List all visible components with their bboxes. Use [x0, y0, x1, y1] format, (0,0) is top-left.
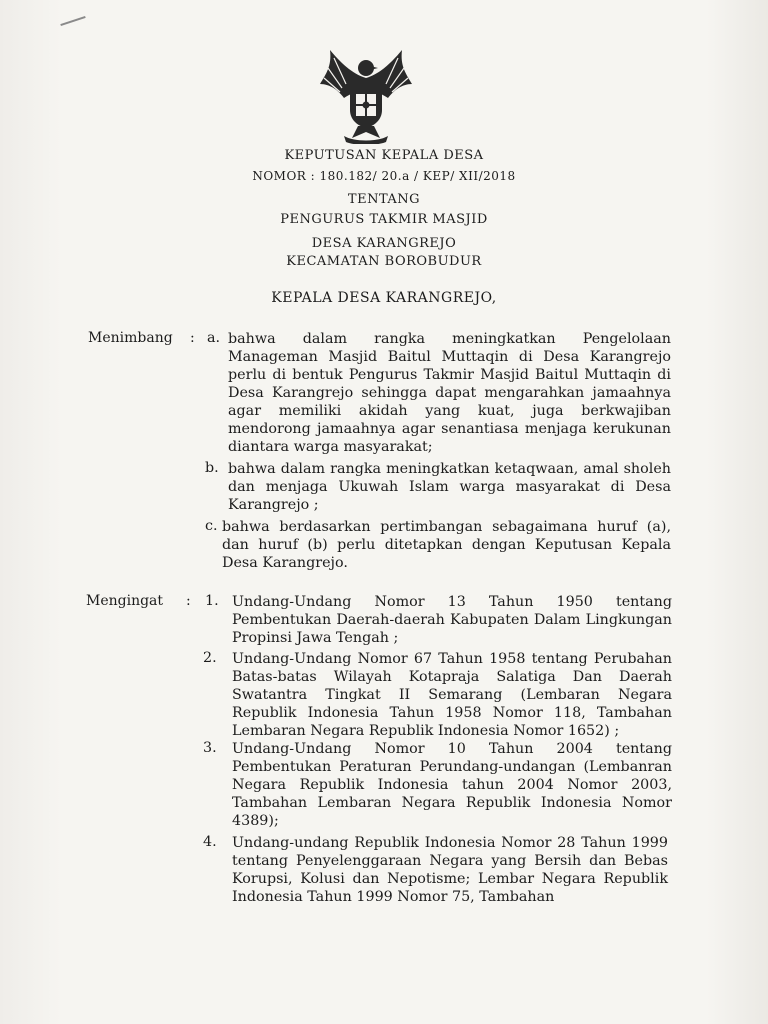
- menimbang-item-c: bahwa berdasarkan pertimbangan sebagaimana huruf (a), dan huruf (b) perlu ditetapkan dengan Keputusan Kepala Desa Karangrejo.: [222, 519, 671, 571]
- menimbang-item-b: bahwa dalam rangka meningkatkan ketaqwaan, amal sholeh dan menjaga Ukuwah Islam warga masyarakat di Desa Karangrejo ;: [228, 461, 671, 513]
- scan-mark: [60, 16, 85, 26]
- decree-about: TENTANG: [347, 192, 421, 207]
- mengingat-marker-1: 1.: [205, 593, 219, 609]
- mengingat-marker-2: 2.: [203, 650, 217, 666]
- decree-authority: KEPALA DESA KARANGREJO,: [271, 290, 497, 306]
- mengingat-item-4: Undang-undang Republik Indonesia Nomor 28 Tahun 1999 tentang Penyelenggaraan Negara yang Bersih dan Bebas Korupsi, Kolusi dan Nepotisme; Lembar Negara Republik Indonesia Tahun 1999 Nomor 75, Tambahan: [232, 835, 668, 905]
- decree-number: NOMOR : 180.182/ 20.a / KEP/ XII/2018: [252, 169, 516, 183]
- menimbang-colon: :: [190, 330, 195, 346]
- menimbang-marker-a: a.: [207, 330, 221, 346]
- menimbang-marker-c: c.: [205, 518, 218, 534]
- decree-subject: PENGURUS TAKMIR MASJID: [280, 212, 488, 227]
- mengingat-label: Mengingat: [86, 593, 164, 609]
- menimbang-item-a: bahwa dalam rangka meningkatkan Pengelolaan Manageman Masjid Baitul Muttaqin di Desa Karangrejo perlu di bentuk Pengurus Takmir Masjid Baitul Muttaqin di Desa Karangrejo sehingga dapat mengarahkan jamaahnya agar memiliki akidah yang kuat, juga berkwajiban mendorong jamaahnya agar senantiasa menjaga kerukunan diantara warga masyarakat;: [228, 331, 671, 455]
- menimbang-label: Menimbang: [88, 330, 173, 346]
- decree-district: KECAMATAN BOROBUDUR: [286, 254, 482, 269]
- mengingat-item-1: Undang-Undang Nomor 13 Tahun 1950 tentang Pembentukan Daerah-daerah Kabupaten Dalam Lingkungan Propinsi Jawa Tengah ;: [232, 594, 672, 646]
- decree-title: KEPUTUSAN KEPALA DESA: [284, 148, 484, 163]
- mengingat-marker-4: 4.: [203, 834, 217, 850]
- mengingat-colon: :: [186, 593, 191, 609]
- menimbang-marker-b: b.: [205, 460, 219, 476]
- mengingat-item-2: Undang-Undang Nomor 67 Tahun 1958 tentang Perubahan Batas-batas Wilayah Kotapraja Salatiga Dan Daerah Swatantra Tingkat II Semarang (Lembaran Negara Republik Indonesia Tahun 1958 Nomor 118, Tambahan Lembaran Negara Republik Indonesia Nomor 1652) ;: [232, 651, 672, 739]
- mengingat-item-3: Undang-Undang Nomor 10 Tahun 2004 tentang Pembentukan Peraturan Perundang-undangan (Lembanran Negara Republik Indonesia tahun 2004 Nomor 2003, Tambahan Lembaran Negara Republik Indonesia Nomor 4389);: [232, 741, 672, 829]
- decree-village: DESA KARANGREJO: [311, 236, 457, 251]
- garuda-emblem-icon: [312, 44, 420, 144]
- mengingat-marker-3: 3.: [203, 740, 217, 756]
